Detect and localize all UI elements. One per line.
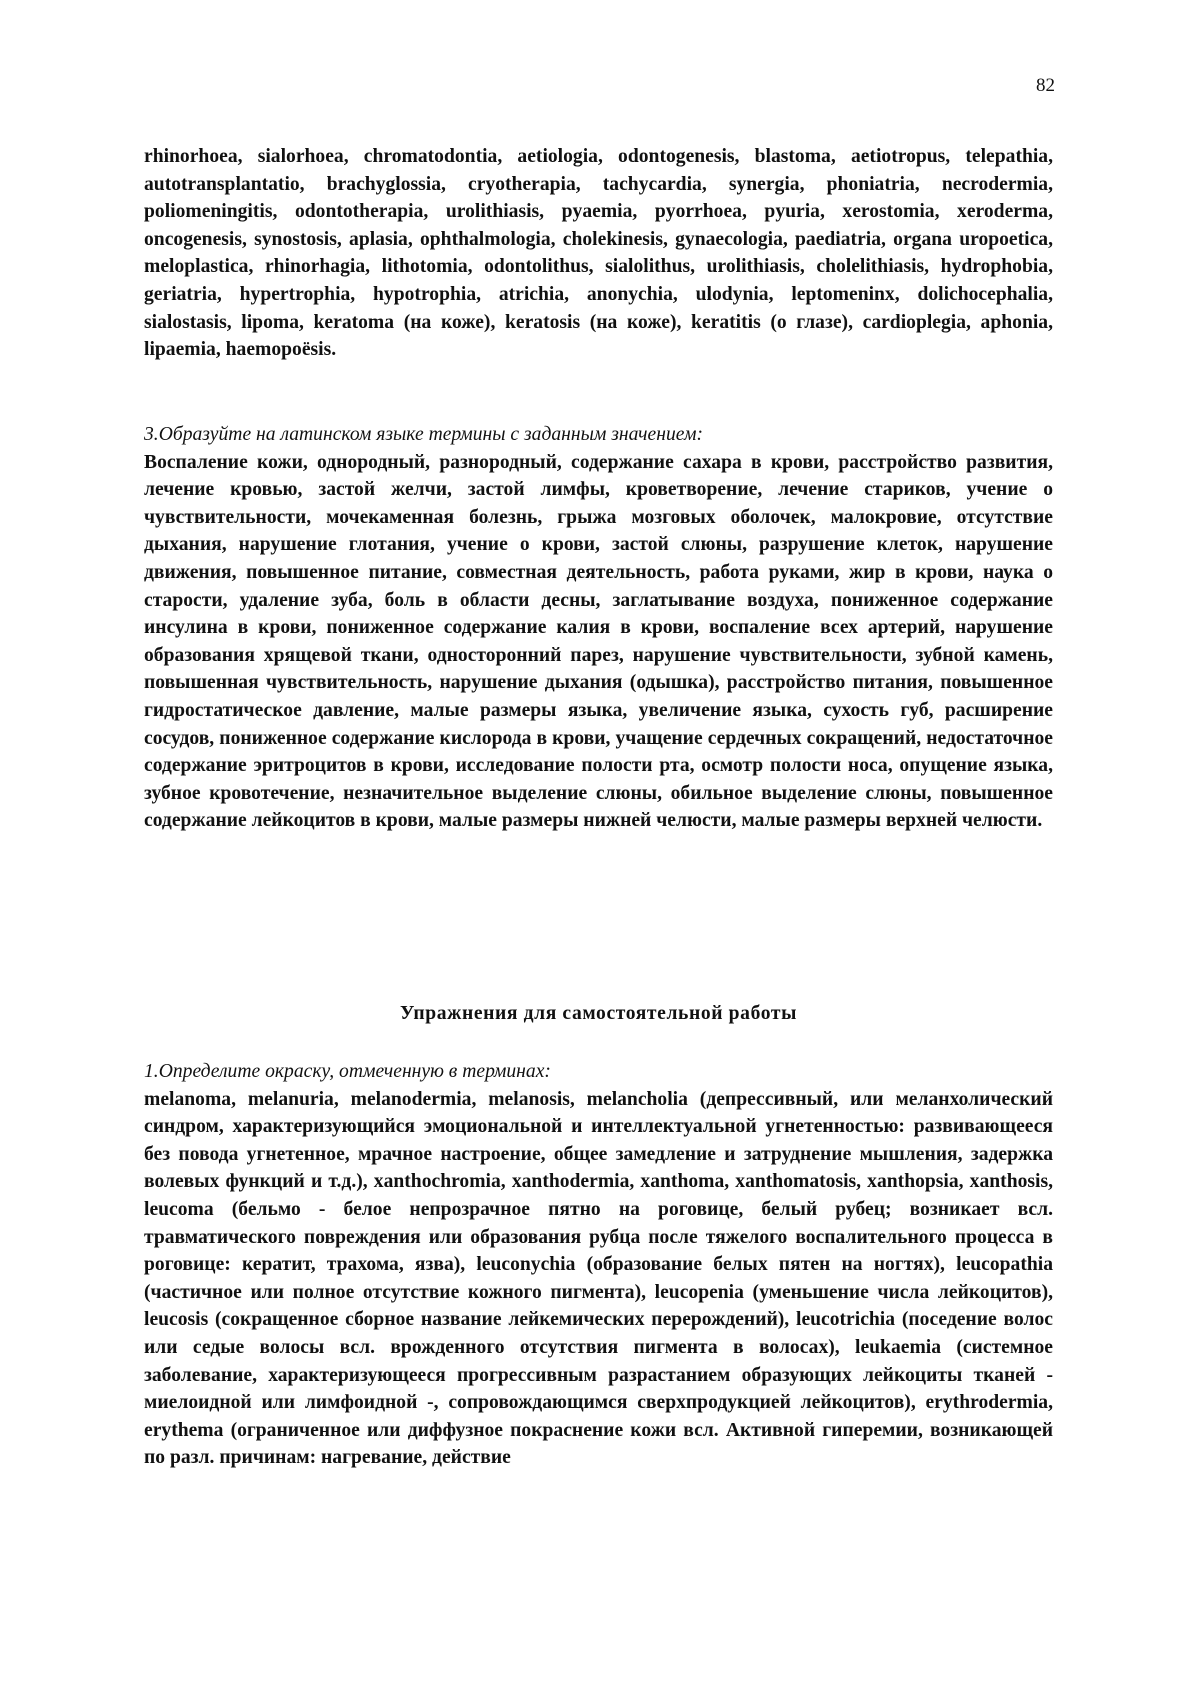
task-1-body: melanoma, melanuria, melanodermia, melanosis, melancholia (депрессивный, или меланхолический синдром, характеризующийся эмоциональной и интеллектуальной угнетенностью: развивающееся без повода угнетенное, мрачное настроение, общее замедление и затруднение мышления, задержка волевых функций и т.д.), xanthochromia, xanthodermia, xanthoma, xanthomatosis, xanthopsia, xanthosis, leucoma (бельмо - белое непрозрачное пятно на роговице, белый рубец; возникает всл. травматического повреждения или образования рубца после тяжелого воспалительного процесса в роговице: кератит, трахома, язва), leuconychia (образование белых пятен на ногтях), leucopathia (частичное или полное отсутствие кожного пигмента), leucopenia (уменьшение числа лейкоцитов), leucosis (сокращенное сборное название лейкемических перерождений), leucotrichia (поседение волос или седые волосы всл. врожденного отсутствия пигмента в волосах), leukaemia (системное заболевание, характеризующееся прогрессивным разрастанием образующих лейкоциты тканей - миелоидной или лимфоидной -, сопровождающимся сверхпродукцией лейкоцитов), erythrodermia, erythema (ограниченное или диффузное покраснение кожи всл. Активной гиперемии, возникающей по разл. причинам: нагревание, действие — [144, 1088, 1053, 1469]
section-heading: Упражнения для самостоятельной работы — [400, 1003, 797, 1024]
task-3-section — [144, 421, 1053, 835]
task-1-section — [144, 1058, 1053, 1472]
task-3-body: Воспаление кожи, однородный, разнородный, содержание сахара в крови, расстройство развития, лечение кровью, застой желчи, застой лимфы, кроветворение, лечение стариков, учение о чувствительности, мочекаменная болезнь, грыжа мозговых оболочек, малокровие, отсутствие дыхания, нарушение глотания, учение о крови, застой слюны, разрушение клеток, нарушение движения, повышенное питание, совместная деятельность, работа руками, жир в крови, наука о старости, удаление зуба, боль в области десны, заглатывание воздуха, пониженное содержание инсулина в крови, пониженное содержание калия в крови, воспаление всех артерий, нарушение образования хрящевой ткани, односторонний парез, нарушение чувствительности, зубной камень, повышенная чувствительность, нарушение дыхания (одышка), расстройство питания, повышенное гидростатическое давление, малые размеры языка, увеличение языка, сухость губ, расширение сосудов, пониженное содержание кислорода в крови, учащение сердечных сокращений, недостаточное содержание эритроцитов в крови, исследование полости рта, осмотр полости носа, опущение языка, зубное кровотечение, незначительное выделение слюны, обильное выделение слюны, повышенное содержание лейкоцитов в крови, малые размеры нижней челюсти, малые размеры верхней челюсти. — [144, 451, 1053, 832]
latin-terms-paragraph: rhinorhoea, sialorhoea, chromatodontia, aetiologia, odontogenesis, blastoma, aetiotropus, telepathia, autotransplantatio, brachyglossia, cryotherapia, tachycardia, synergia, phoniatria, necrodermia, poliomeningitis, odontotherapia, urolithiasis, pyaemia, pyorrhoea, pyuria, xerostomia, xeroderma, oncogenesis, synostosis, aplasia, ophthalmologia, cholekinesis, gynaecologia, paediatria, organa uropoetica, meloplastica, rhinorhagia, lithotomia, odontolithus, sialolithus, urolithiasis, cholelithiasis, hydrophobia, geriatria, hypertrophia, hypotrophia, atrichia, anonychia, ulodynia, leptomeninx, dolichocephalia, sialostasis, lipoma, keratoma (на коже), keratosis (на коже), keratitis (о глазе), cardioplegia, aphonia, lipaemia, haemopoësis. — [144, 146, 1053, 361]
page-number: 82 — [1036, 75, 1055, 96]
task-3-title: 3.Образуйте на латинском языке термины с заданным значением: — [144, 424, 703, 445]
task-1-title: 1.Определите окраску, отмеченную в терминах: — [144, 1061, 551, 1082]
